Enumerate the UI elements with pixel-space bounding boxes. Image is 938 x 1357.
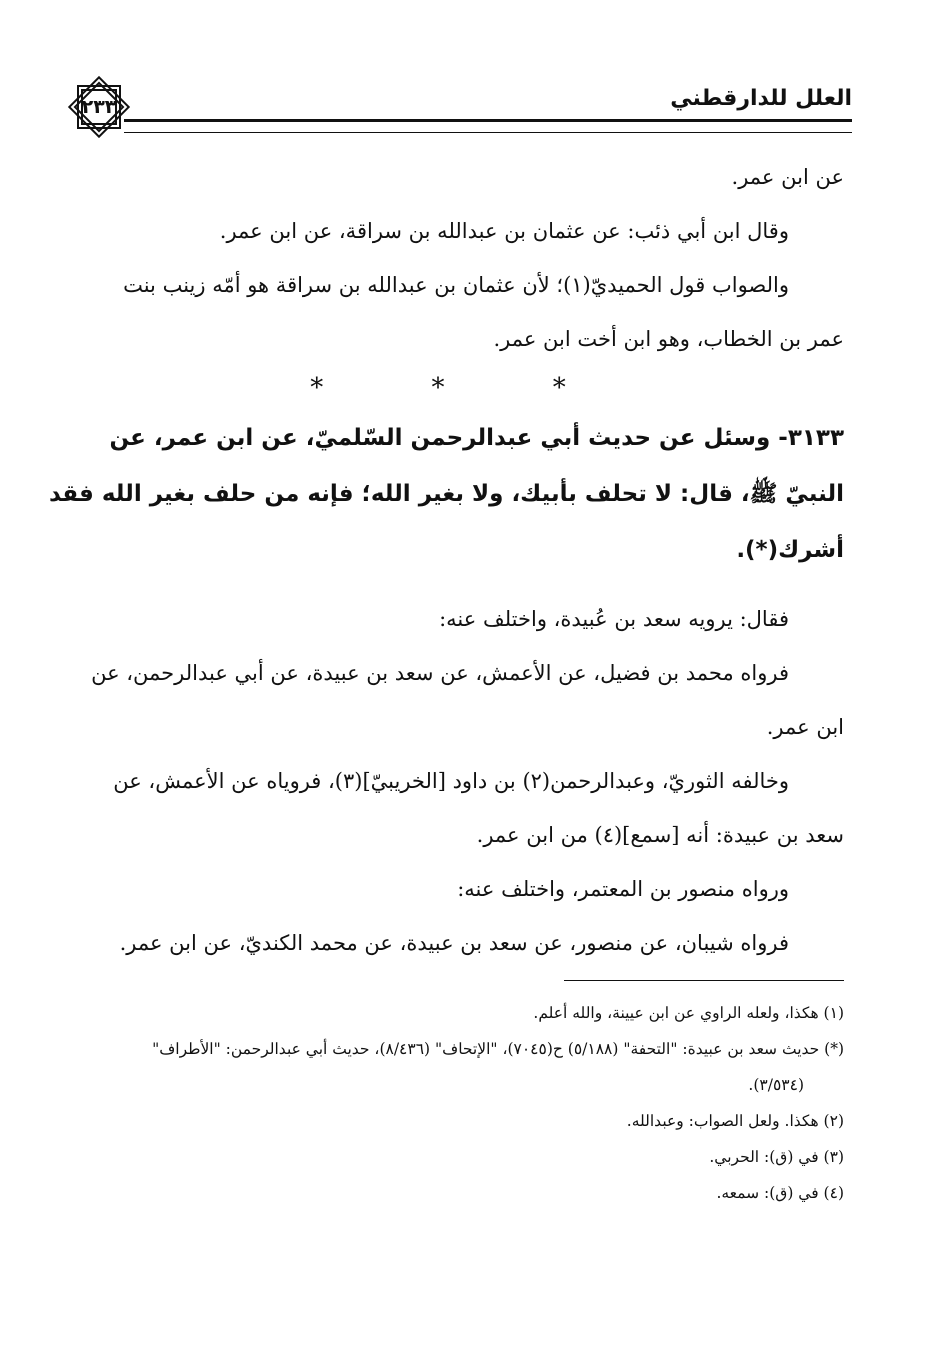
hadith-heading: أشرك(*). bbox=[736, 537, 844, 563]
hadith-heading: ٣١٣٣- وسئل عن حديث أبي عبدالرحمن السّلميّ، عن ابن عمر، عن bbox=[109, 425, 844, 451]
footnotes bbox=[72, 995, 844, 1211]
text-line: فرواه شيبان، عن منصور، عن سعد بن عبيدة، عن محمد الكنديّ، عن ابن عمر. bbox=[119, 931, 789, 955]
page-number: ٢٣٣ bbox=[81, 96, 117, 118]
section-separator: * * * bbox=[310, 373, 616, 403]
text-line: ابن عمر. bbox=[766, 715, 844, 739]
text-line: عن ابن عمر. bbox=[731, 165, 844, 189]
footnote: (٤) في (ق): سمعه. bbox=[716, 1184, 844, 1202]
footnote: (*) حديث سعد بن عبيدة: "التحفة" (٥/١٨٨) ح(٧٠٤٥)، "الإتحاف" (٨/٤٣٦)، حديث أبي عبدالرحمن: "الأطراف" bbox=[152, 1040, 844, 1058]
text-line: ورواه منصور بن المعتمر، واختلف عنه: bbox=[457, 877, 789, 901]
text-line: والصواب قول الحميديّ(١)؛ لأن عثمان بن عبدالله بن سراقة هو أمّه زينب بنت bbox=[123, 273, 789, 297]
book-title: العلل للدارقطني bbox=[670, 86, 852, 111]
hadith-heading: النبيّ ﷺ، قال: لا تحلف بأبيك، ولا بغير الله؛ فإنه من حلف بغير الله فقد bbox=[48, 481, 844, 507]
text-line: فرواه محمد بن فضيل، عن الأعمش، عن سعد بن عبيدة، عن أبي عبدالرحمن، عن bbox=[91, 661, 789, 685]
main-text bbox=[48, 150, 844, 970]
footnote-separator bbox=[564, 980, 844, 981]
footnote: (١) هكذا، ولعله الراوي عن ابن عيينة، والله أعلم. bbox=[533, 1004, 844, 1022]
page-header bbox=[66, 74, 852, 144]
text-line: عمر بن الخطاب، وهو ابن أخت ابن عمر. bbox=[493, 327, 844, 351]
footnote: (٣/٥٣٤). bbox=[748, 1076, 804, 1094]
footnote: (٢) هكذا. ولعل الصواب: وعبدالله. bbox=[626, 1112, 844, 1130]
text-line: وخالفه الثوريّ، وعبدالرحمن(٢) بن داود [الخريبيّ](٣)، فروياه عن الأعمش، عن bbox=[113, 769, 789, 793]
text-line: سعد بن عبيدة: أنه [سمع](٤) من ابن عمر. bbox=[476, 823, 844, 847]
text-line: وقال ابن أبي ذئب: عن عثمان بن عبدالله بن سراقة، عن ابن عمر. bbox=[219, 219, 789, 243]
text-line: فقال: يرويه سعد بن عُبيدة، واختلف عنه: bbox=[439, 607, 789, 631]
header-rule bbox=[124, 119, 852, 133]
footnote: (٣) في (ق): الحربي. bbox=[709, 1148, 844, 1166]
